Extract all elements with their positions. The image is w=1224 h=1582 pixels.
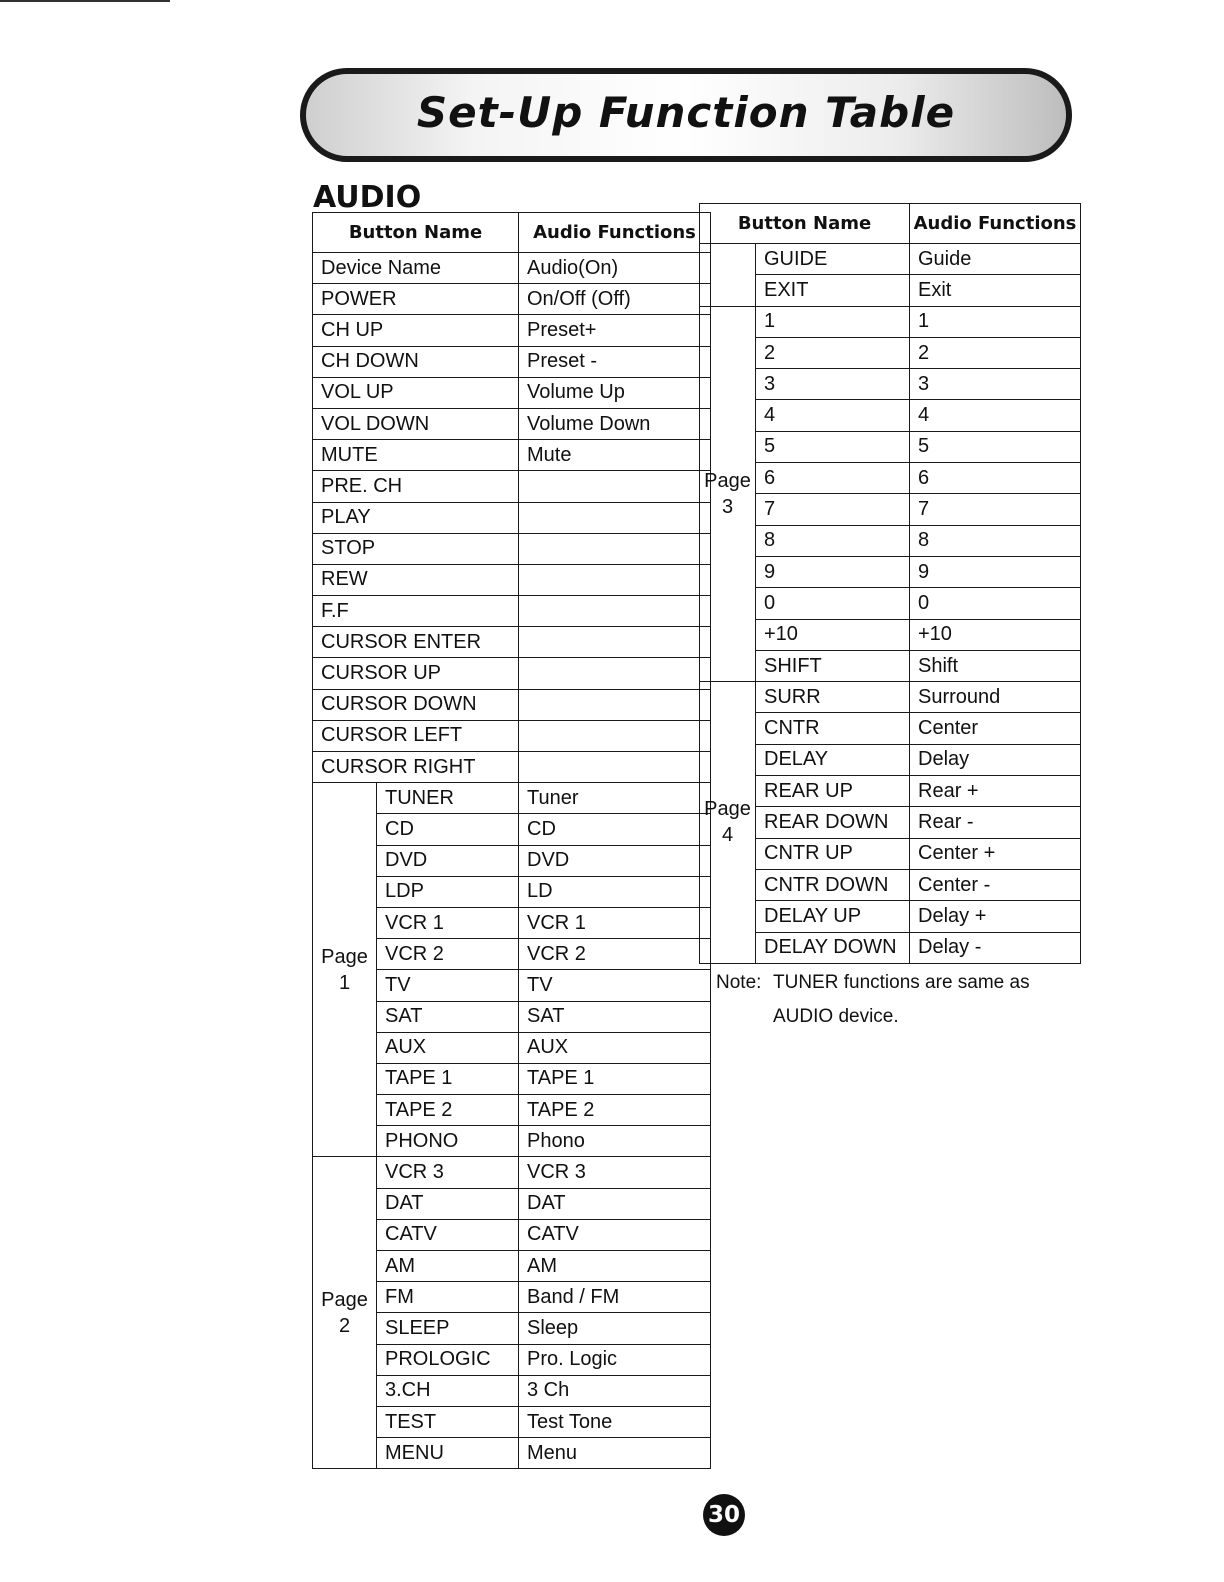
button-name-cell: EXIT — [756, 275, 910, 306]
table-row — [313, 253, 711, 284]
button-name-cell: TUNER — [377, 783, 519, 814]
button-name-cell: STOP — [313, 533, 519, 564]
button-name-cell: VCR 3 — [377, 1157, 519, 1188]
audio-function-cell: Mute — [519, 440, 711, 471]
button-name-cell: CURSOR UP — [313, 658, 519, 689]
audio-function-table-left — [312, 212, 711, 1469]
table-row — [700, 337, 1081, 368]
button-name-cell: DVD — [377, 845, 519, 876]
audio-function-cell: Band / FM — [519, 1282, 711, 1313]
table-row — [700, 744, 1081, 775]
button-name-cell: SURR — [756, 682, 910, 713]
table-row — [313, 533, 711, 564]
audio-function-cell: 7 — [910, 494, 1081, 525]
note-line-1 — [716, 966, 1030, 1000]
table-row — [313, 502, 711, 533]
audio-function-cell — [519, 658, 711, 689]
page-label-word: Page — [704, 798, 751, 821]
button-name-cell: PHONO — [377, 1126, 519, 1157]
button-name-cell: PROLOGIC — [377, 1344, 519, 1375]
button-name-cell: Device Name — [313, 253, 519, 284]
audio-function-cell: Pro. Logic — [519, 1344, 711, 1375]
audio-function-cell: TAPE 2 — [519, 1095, 711, 1126]
audio-function-cell — [519, 533, 711, 564]
table-row — [313, 564, 711, 595]
note-text-2: AUDIO device. — [773, 1006, 899, 1027]
button-name-cell: TV — [377, 970, 519, 1001]
table-row — [313, 1157, 711, 1188]
button-name-cell: +10 — [756, 619, 910, 650]
audio-function-cell: 6 — [910, 463, 1081, 494]
table-row — [313, 284, 711, 315]
button-name-cell: MUTE — [313, 440, 519, 471]
audio-function-cell: CD — [519, 814, 711, 845]
button-name-cell: CATV — [377, 1219, 519, 1250]
audio-function-cell: Volume Up — [519, 377, 711, 408]
table-row — [700, 244, 1081, 275]
audio-function-cell: TV — [519, 970, 711, 1001]
table-row — [313, 658, 711, 689]
button-name-cell: 0 — [756, 588, 910, 619]
audio-function-cell: Phono — [519, 1126, 711, 1157]
audio-function-cell: Shift — [910, 650, 1081, 681]
table-row — [313, 752, 711, 783]
table-row — [700, 463, 1081, 494]
audio-function-cell: Delay — [910, 744, 1081, 775]
audio-function-cell: VCR 2 — [519, 939, 711, 970]
audio-function-cell: Delay + — [910, 901, 1081, 932]
page-group-label — [313, 1157, 377, 1469]
audio-function-cell: Preset - — [519, 346, 711, 377]
audio-function-cell: 3 — [910, 369, 1081, 400]
button-name-cell: CD — [377, 814, 519, 845]
audio-function-cell: AUX — [519, 1032, 711, 1063]
button-name-cell: TAPE 2 — [377, 1095, 519, 1126]
button-name-cell: PRE. CH — [313, 471, 519, 502]
button-name-cell: LDP — [377, 876, 519, 907]
button-name-cell: 9 — [756, 556, 910, 587]
audio-function-cell: Center — [910, 713, 1081, 744]
button-name-cell: CNTR UP — [756, 838, 910, 869]
header-audio-functions: Audio Functions — [519, 213, 711, 253]
page-number-badge: 30 — [703, 1494, 745, 1536]
button-name-cell: REAR DOWN — [756, 807, 910, 838]
button-name-cell: FM — [377, 1282, 519, 1313]
table-row — [313, 440, 711, 471]
note-text-1: TUNER functions are same as — [773, 972, 1030, 993]
button-name-cell: 8 — [756, 525, 910, 556]
page-group-label — [700, 306, 756, 682]
button-name-cell: DELAY UP — [756, 901, 910, 932]
audio-function-cell: VCR 3 — [519, 1157, 711, 1188]
table-row — [313, 315, 711, 346]
button-name-cell: MENU — [377, 1438, 519, 1469]
audio-function-cell: 8 — [910, 525, 1081, 556]
table-row — [700, 588, 1081, 619]
table-row — [313, 783, 711, 814]
button-name-cell: 1 — [756, 306, 910, 337]
table-row — [700, 400, 1081, 431]
top-rule — [0, 0, 170, 2]
table-row — [313, 346, 711, 377]
button-name-cell: TAPE 1 — [377, 1063, 519, 1094]
table-row — [700, 932, 1081, 963]
table-row — [700, 306, 1081, 337]
section-heading: AUDIO — [313, 180, 422, 215]
table-header-row — [700, 204, 1081, 244]
button-name-cell: AM — [377, 1251, 519, 1282]
table-row — [700, 525, 1081, 556]
audio-function-cell — [519, 502, 711, 533]
button-name-cell: F.F — [313, 596, 519, 627]
button-name-cell: 2 — [756, 337, 910, 368]
button-name-cell: TEST — [377, 1406, 519, 1437]
header-audio-functions: Audio Functions — [910, 204, 1081, 244]
table-row — [700, 807, 1081, 838]
table-row — [700, 713, 1081, 744]
table-row — [700, 776, 1081, 807]
button-name-cell: PLAY — [313, 502, 519, 533]
table-row — [313, 408, 711, 439]
audio-function-cell: CATV — [519, 1219, 711, 1250]
table-row — [313, 471, 711, 502]
page-group-label — [313, 783, 377, 1157]
button-name-cell: GUIDE — [756, 244, 910, 275]
audio-function-cell: SAT — [519, 1001, 711, 1032]
page-group-label — [700, 244, 756, 307]
button-name-cell: CNTR DOWN — [756, 869, 910, 900]
button-name-cell: SLEEP — [377, 1313, 519, 1344]
button-name-cell: 7 — [756, 494, 910, 525]
page-group-label — [700, 682, 756, 964]
audio-function-cell — [519, 627, 711, 658]
button-name-cell: VOL UP — [313, 377, 519, 408]
button-name-cell: SAT — [377, 1001, 519, 1032]
table-row — [700, 650, 1081, 681]
button-name-cell: VOL DOWN — [313, 408, 519, 439]
button-name-cell: CURSOR RIGHT — [313, 752, 519, 783]
page-label-word: Page — [321, 945, 368, 968]
audio-function-cell: 4 — [910, 400, 1081, 431]
button-name-cell: VCR 2 — [377, 939, 519, 970]
table-row — [313, 720, 711, 751]
audio-function-cell: 0 — [910, 588, 1081, 619]
table-row — [700, 838, 1081, 869]
audio-function-cell: +10 — [910, 619, 1081, 650]
audio-function-cell: Delay - — [910, 932, 1081, 963]
page-label-number: 4 — [721, 824, 734, 847]
audio-function-cell: VCR 1 — [519, 907, 711, 938]
audio-function-table-right — [699, 203, 1081, 964]
audio-function-cell — [519, 689, 711, 720]
audio-function-cell — [519, 720, 711, 751]
table-row — [700, 275, 1081, 306]
header-button-name: Button Name — [313, 213, 519, 253]
audio-function-cell: 3 Ch — [519, 1375, 711, 1406]
table-row — [700, 556, 1081, 587]
button-name-cell: 3 — [756, 369, 910, 400]
audio-function-cell: LD — [519, 876, 711, 907]
audio-function-cell: 2 — [910, 337, 1081, 368]
table-header-row — [313, 213, 711, 253]
button-name-cell: REW — [313, 564, 519, 595]
button-name-cell: REAR UP — [756, 776, 910, 807]
button-name-cell: CNTR — [756, 713, 910, 744]
button-name-cell: 5 — [756, 431, 910, 462]
button-name-cell: CURSOR DOWN — [313, 689, 519, 720]
audio-function-cell: Exit — [910, 275, 1081, 306]
button-name-cell: SHIFT — [756, 650, 910, 681]
audio-function-cell: Rear - — [910, 807, 1081, 838]
button-name-cell: CURSOR LEFT — [313, 720, 519, 751]
note-label: Note: — [716, 972, 762, 993]
page-label-number: 3 — [721, 495, 734, 518]
audio-function-cell: 1 — [910, 306, 1081, 337]
audio-function-cell: Sleep — [519, 1313, 711, 1344]
audio-function-cell: TAPE 1 — [519, 1063, 711, 1094]
audio-function-cell: Menu — [519, 1438, 711, 1469]
audio-function-cell — [519, 564, 711, 595]
button-name-cell: DAT — [377, 1188, 519, 1219]
audio-function-cell: Tuner — [519, 783, 711, 814]
audio-function-cell — [519, 596, 711, 627]
audio-function-cell: DAT — [519, 1188, 711, 1219]
page-label-number: 2 — [338, 1314, 351, 1337]
button-name-cell: CURSOR ENTER — [313, 627, 519, 658]
table-row — [700, 369, 1081, 400]
table-row — [313, 377, 711, 408]
page-label-number: 1 — [338, 971, 351, 994]
audio-function-cell: Center + — [910, 838, 1081, 869]
table-row — [700, 682, 1081, 713]
button-name-cell: POWER — [313, 284, 519, 315]
footnote — [716, 966, 1030, 1034]
header-button-name: Button Name — [700, 204, 910, 244]
table-row — [700, 619, 1081, 650]
audio-function-cell: Surround — [910, 682, 1081, 713]
audio-function-cell: Volume Down — [519, 408, 711, 439]
button-name-cell: AUX — [377, 1032, 519, 1063]
audio-function-cell: DVD — [519, 845, 711, 876]
table-row — [700, 901, 1081, 932]
button-name-cell: CH DOWN — [313, 346, 519, 377]
button-name-cell: CH UP — [313, 315, 519, 346]
audio-function-cell: 9 — [910, 556, 1081, 587]
audio-function-cell: Center - — [910, 869, 1081, 900]
audio-function-cell: 5 — [910, 431, 1081, 462]
button-name-cell: 4 — [756, 400, 910, 431]
audio-function-cell: Audio(On) — [519, 253, 711, 284]
page-title: Set-Up Function Table — [416, 88, 956, 137]
button-name-cell: VCR 1 — [377, 907, 519, 938]
audio-function-cell: Preset+ — [519, 315, 711, 346]
table-row — [313, 627, 711, 658]
button-name-cell: 3.CH — [377, 1375, 519, 1406]
table-row — [313, 689, 711, 720]
button-name-cell: DELAY DOWN — [756, 932, 910, 963]
table-row — [700, 431, 1081, 462]
page-label-word: Page — [704, 469, 751, 492]
audio-function-cell: Rear + — [910, 776, 1081, 807]
audio-function-cell: Guide — [910, 244, 1081, 275]
audio-function-cell — [519, 471, 711, 502]
table-row — [313, 596, 711, 627]
button-name-cell: 6 — [756, 463, 910, 494]
page-label-word: Page — [321, 1288, 368, 1311]
table-row — [700, 869, 1081, 900]
button-name-cell: DELAY — [756, 744, 910, 775]
table-row — [700, 494, 1081, 525]
audio-function-cell: On/Off (Off) — [519, 284, 711, 315]
title-banner — [300, 68, 1072, 162]
audio-function-cell: Test Tone — [519, 1406, 711, 1437]
audio-function-cell: AM — [519, 1251, 711, 1282]
audio-function-cell — [519, 752, 711, 783]
